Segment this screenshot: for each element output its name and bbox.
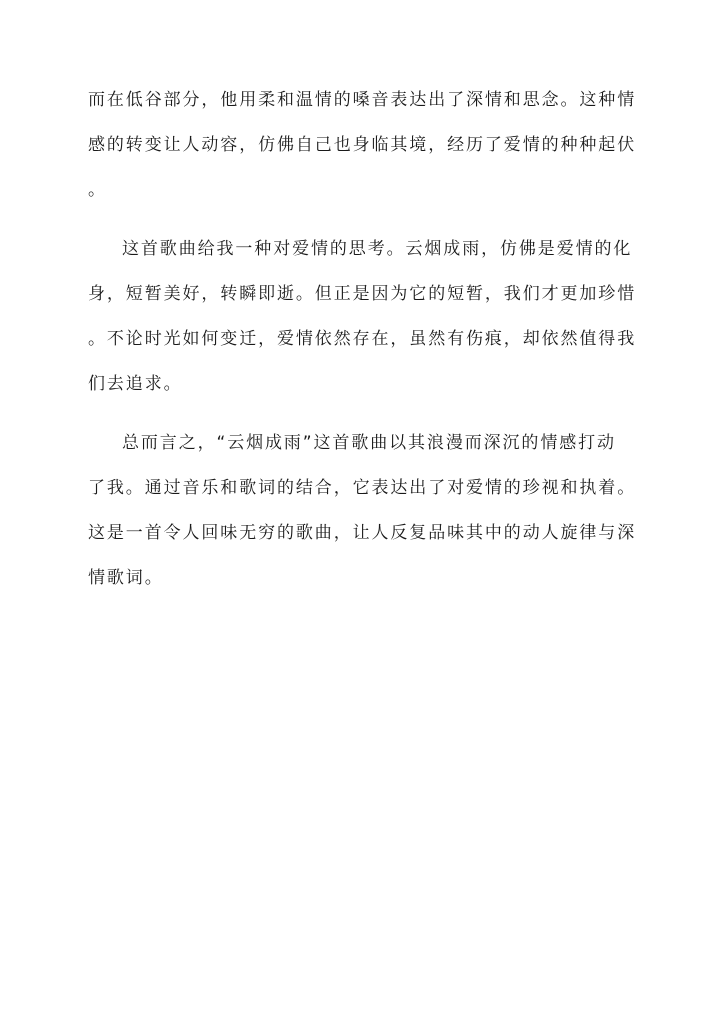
paragraph-gap — [88, 217, 633, 231]
paragraph-line: 这首歌曲给我一种对爱情的思考。云烟成雨，仿佛是爱情的化 — [122, 239, 633, 259]
paragraph-gap — [88, 411, 633, 425]
paragraph-2 — [88, 231, 637, 411]
paragraph-line: 们去追求。 — [88, 374, 183, 394]
paragraph-line: 了我。通过音乐和歌词的结合，它表达出了对爱情的珍视和执着。 — [88, 478, 637, 498]
paragraph-line: 。不论时光如何变迁，爱情依然存在，虽然有伤痕，却依然值得我 — [88, 329, 637, 349]
paragraph-line: 。 — [88, 180, 107, 200]
paragraph-line: 感的转变让人动容，仿佛自己也身临其境，经历了爱情的种种起伏 — [88, 135, 637, 155]
paragraph-1 — [88, 82, 637, 217]
paragraph-line: 这是一首令人回味无穷的歌曲，让人反复品味其中的动人旋律与深 — [88, 523, 637, 543]
paragraph-line: 而在低谷部分，他用柔和温情的嗓音表达出了深情和思念。这种情 — [88, 90, 637, 110]
document-body — [88, 82, 637, 605]
paragraph-line: 总而言之，“云烟成雨”这首歌曲以其浪漫而深沉的情感打动 — [122, 433, 616, 453]
paragraph-line: 情歌词。 — [88, 568, 164, 588]
paragraph-line: 身，短暂美好，转瞬即逝。但正是因为它的短暂，我们才更加珍惜 — [88, 284, 637, 304]
paragraph-3 — [88, 425, 637, 605]
